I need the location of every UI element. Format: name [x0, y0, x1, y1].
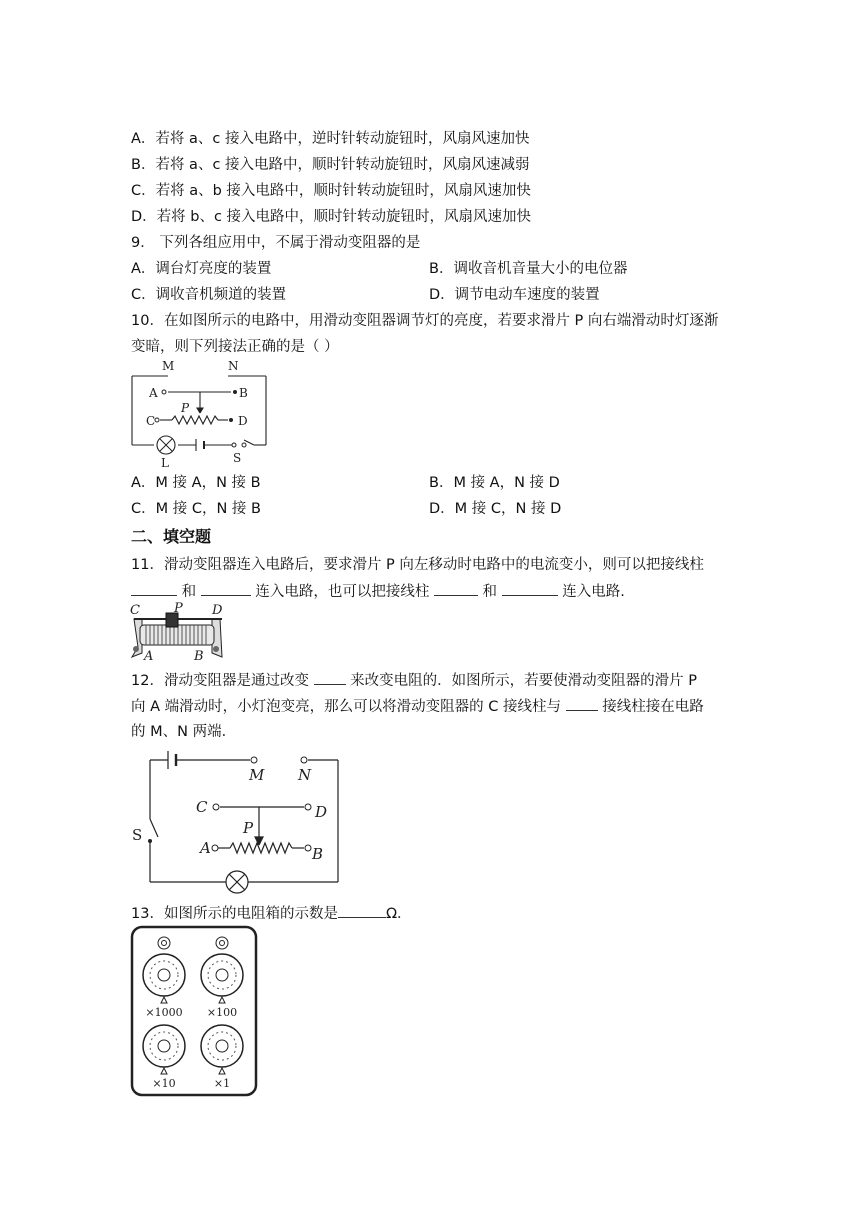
q8-option-a: A．若将 a、c 接入电路中，逆时针转动旋钮时，风扇风速加快	[131, 131, 530, 147]
answer-blank[interactable]	[566, 696, 598, 711]
q9-stem: 9． 下列各组应用中，不属于滑动变阻器的是	[131, 235, 421, 251]
q11-line1: 11．滑动变阻器连入电路后，要求滑片 P 向左移动时电路中的电流变小，则可以把接线柱	[131, 557, 704, 573]
q9-option-a: A．调台灯亮度的装置	[131, 261, 272, 277]
q10-stem-line1: 10．在如图所示的电路中，用滑动变阻器调节灯的亮度，若要求滑片 P 向右端滑动时灯逐渐	[131, 313, 719, 329]
answer-blank[interactable]	[502, 581, 558, 596]
label-c: C	[130, 603, 140, 618]
label-b: B	[312, 845, 324, 863]
section-title: 二、填空题	[131, 527, 212, 546]
q13-text-b: Ω．	[385, 906, 412, 922]
label-b: B	[194, 649, 204, 661]
resistance-box-figure	[130, 925, 258, 1097]
answer-blank[interactable]	[338, 903, 386, 918]
label-a: A	[144, 649, 154, 661]
q8-option-d: D．若将 b、c 接入电路中，顺时针转动旋钮时，风扇风速加快	[131, 209, 532, 225]
label-b: B	[239, 386, 248, 400]
q11-line2	[131, 581, 625, 602]
q12-line3: 的 M、N 两端．	[131, 724, 237, 740]
q12-text: 向 A 端滑动时，小灯泡变亮，那么可以将滑动变阻器的 C 接线柱与	[131, 699, 561, 715]
label-m: M	[249, 766, 265, 784]
label-d: D	[238, 414, 248, 428]
dial-label-ones: ×1	[213, 1077, 231, 1090]
label-m: M	[162, 359, 175, 373]
label-s: S	[132, 826, 143, 844]
label-p: P	[181, 401, 190, 415]
q11-text: 和	[181, 584, 197, 600]
q12-line1	[131, 670, 697, 691]
answer-blank[interactable]	[201, 581, 251, 596]
q12-text: 12．滑动变阻器是通过改变	[131, 673, 309, 689]
q10-option-c: C．M 接 C，N 接 B	[131, 501, 261, 517]
label-c: C	[146, 414, 156, 428]
answer-blank[interactable]	[314, 670, 346, 685]
q11-rheostat-figure	[128, 601, 236, 661]
dial-label-tens: ×10	[152, 1077, 176, 1090]
q11-text: 连入电路.	[562, 584, 625, 600]
label-d: D	[212, 603, 223, 618]
q13-text-a: 13．如图所示的电阻箱的示数是	[131, 906, 338, 922]
q12-text: 接线柱接在电路	[602, 699, 704, 715]
dial-label-hundreds: ×100	[206, 1006, 238, 1019]
q10-circuit-diagram	[128, 358, 270, 470]
label-a: A	[149, 386, 158, 400]
dial-label-thousands: ×1000	[145, 1006, 183, 1019]
q10-option-b: B．M 接 A，N 接 D	[429, 475, 560, 491]
q9-option-c: C．调收音机频道的装置	[131, 287, 287, 303]
label-l: L	[161, 456, 169, 470]
label-s: S	[233, 451, 242, 465]
q12-text: 来改变电阻的．如图所示，若要使滑动变阻器的滑片 P	[350, 673, 698, 689]
q12-line2	[131, 696, 704, 717]
label-n: N	[298, 766, 312, 784]
q8-option-b: B．若将 a、c 接入电路中，顺时针转动旋钮时，风扇风速减弱	[131, 157, 530, 173]
q9-option-d: D．调节电动车速度的装置	[429, 287, 600, 303]
q11-text: 连入电路，也可以把接线柱	[255, 584, 430, 600]
q8-option-c: C．若将 a、b 接入电路中，顺时针转动旋钮时，风扇风速加快	[131, 183, 531, 199]
label-d: D	[315, 803, 328, 821]
q9-option-b: B．调收音机音量大小的电位器	[429, 261, 628, 277]
answer-blank[interactable]	[434, 581, 478, 596]
label-a: A	[200, 839, 211, 857]
q10-option-d: D．M 接 C，N 接 D	[429, 501, 562, 517]
label-n: N	[228, 359, 239, 373]
answer-blank[interactable]	[131, 581, 177, 596]
label-p: P	[174, 601, 183, 616]
q13-text	[131, 903, 412, 924]
q11-text: 和	[482, 584, 498, 600]
q12-circuit-diagram	[120, 745, 350, 895]
label-p: P	[243, 819, 254, 837]
q10-option-a: A．M 接 A，N 接 B	[131, 475, 261, 491]
q10-stem-line2: 变暗，则下列接法正确的是（ ）	[131, 339, 339, 355]
label-c: C	[196, 798, 208, 816]
